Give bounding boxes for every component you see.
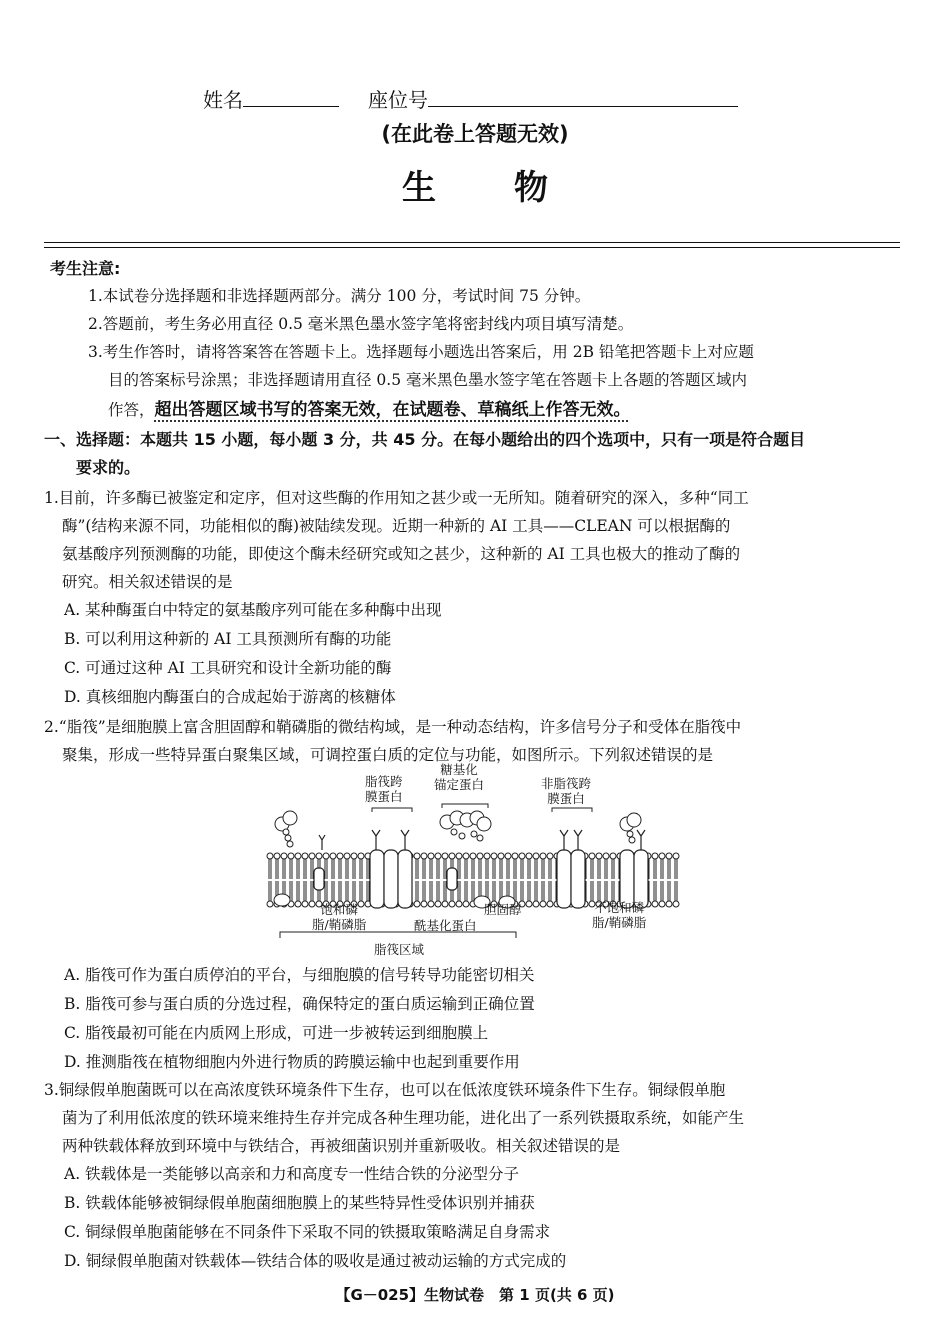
lipid-head xyxy=(351,853,357,859)
invalid-note: (在此卷上答题无效) xyxy=(381,122,569,146)
lipid-head xyxy=(442,853,448,859)
notice-item: 2.答题前，考生务必用直径 0.5 毫米黑色墨水签字笔将密封线内项目填写清楚。 xyxy=(88,315,634,333)
q3-option-b: B. 铁载体能够被铜绿假单胞菌细胞膜上的某些特异性受体识别并捕获 xyxy=(64,1194,535,1212)
lipid-tail xyxy=(430,859,432,879)
lipid-head xyxy=(603,853,609,859)
lipid-head xyxy=(519,853,525,859)
label-raft-transmembrane: 脂筏跨 膜蛋白 xyxy=(365,774,403,804)
lipid-head xyxy=(323,853,329,859)
q1-option-a: A. 某种酶蛋白中特定的氨基酸序列可能在多种酶中出现 xyxy=(64,601,442,619)
lipid-tail xyxy=(269,859,271,879)
lipid-tail xyxy=(332,859,334,879)
lipid-tail xyxy=(479,859,481,879)
lipid-tail xyxy=(353,881,355,901)
lipid-head xyxy=(610,853,616,859)
lipid-tail xyxy=(276,859,278,879)
q1-stem-line: 氨基酸序列预测酶的功能，即使这个酶未经研究或知之甚少，这种新的 AI 工具也极大的推动了酶的 xyxy=(62,545,741,563)
lipid-tail xyxy=(668,881,670,901)
lipid-head xyxy=(316,853,322,859)
q2-option-d: D. 推测脂筏在植物细胞内外进行物质的跨膜运输中也起到重要作用 xyxy=(64,1053,520,1071)
lipid-tail xyxy=(311,881,313,901)
lipid-head xyxy=(295,901,301,907)
lipid-head xyxy=(337,853,343,859)
lipid-head xyxy=(267,853,273,859)
lipid-head xyxy=(344,853,350,859)
lipid-head xyxy=(414,901,420,907)
q2-option-b: B. 脂筏可参与蛋白质的分选过程，确保特定的蛋白质运输到正确位置 xyxy=(64,995,535,1013)
label-raft-region: 脂筏区域 xyxy=(374,942,425,957)
lipid-tail xyxy=(514,859,516,879)
name-field xyxy=(203,84,339,113)
lipid-tail xyxy=(423,859,425,879)
lipid-tail xyxy=(542,859,544,879)
lipid-head xyxy=(295,853,301,859)
lipid-tail xyxy=(339,881,341,901)
lipid-tail xyxy=(612,881,614,901)
membrane-diagram xyxy=(262,772,692,962)
lipid-tail xyxy=(458,881,460,901)
lipid-tail xyxy=(437,859,439,879)
lipid-tail xyxy=(493,881,495,901)
name-blank xyxy=(243,88,339,107)
notice-item: 3.考生作答时，请将答案答在答题卡上。选择题每小题选出答案后，用 2B 铅笔把答题卡上对应题 xyxy=(88,343,754,361)
q3-stem-line: 3.铜绿假单胞菌既可以在高浓度铁环境条件下生存，也可以在低浓度铁环境条件下生存。铜绿假单胞 xyxy=(44,1081,726,1099)
lipid-tail xyxy=(661,859,663,879)
seat-field xyxy=(368,84,738,113)
lipid-head xyxy=(421,901,427,907)
lipid-tail xyxy=(353,859,355,879)
lipid-tail xyxy=(500,859,502,879)
lipid-head xyxy=(435,901,441,907)
lipid-head xyxy=(456,853,462,859)
lipid-head xyxy=(547,853,553,859)
lipid-head xyxy=(484,853,490,859)
bilayer-top-heads xyxy=(267,853,679,879)
lipid-tail xyxy=(472,859,474,879)
lipid-tail xyxy=(458,859,460,879)
section-heading-cont: 要求的。 xyxy=(76,458,141,477)
lipid-head xyxy=(512,853,518,859)
lipid-head xyxy=(505,853,511,859)
lipid-head xyxy=(540,853,546,859)
header-rule-bottom xyxy=(44,247,900,248)
lipid-head xyxy=(288,853,294,859)
lipid-tail xyxy=(605,881,607,901)
lipid-head xyxy=(274,853,280,859)
q3-option-a: A. 铁载体是一类能够以高亲和力和高度专一性结合铁的分泌型分子 xyxy=(64,1165,520,1183)
notice-item-last xyxy=(108,396,631,424)
lipid-tail xyxy=(472,881,474,901)
q1-option-d: D. 真核细胞内酶蛋白的合成起始于游离的核糖体 xyxy=(64,688,396,706)
lipid-tail xyxy=(325,881,327,901)
name-label: 姓名 xyxy=(203,88,243,112)
notice-heading: 考生注意: xyxy=(50,259,121,278)
lipid-tail xyxy=(311,859,313,879)
lipid-tail xyxy=(283,859,285,879)
lipid-head xyxy=(526,853,532,859)
q2-option-c: C. 脂筏最初可能在内质网上形成，可进一步被转运到细胞膜上 xyxy=(64,1024,489,1042)
lipid-tail xyxy=(297,859,299,879)
lipid-tail xyxy=(535,859,537,879)
subject-title: 生物 xyxy=(402,168,626,208)
lipid-tail xyxy=(416,859,418,879)
label-cholesterol: 胆固醇 xyxy=(484,902,522,917)
lipid-head xyxy=(477,853,483,859)
lipid-raft-figure xyxy=(262,762,692,962)
q1-stem-line: 1.目前，许多酶已被鉴定和定序，但对这些酶的作用知之甚少或一无所知。随着研究的深入，多种“同工 xyxy=(44,489,749,507)
lipid-head xyxy=(533,901,539,907)
seat-blank xyxy=(428,88,738,107)
label-saturated-lipid: 饱和磷 脂/鞘磷脂 xyxy=(312,902,367,932)
lipid-head xyxy=(442,901,448,907)
lipid-tail xyxy=(430,881,432,901)
q1-option-b: B. 可以利用这种新的 AI 工具预测所有酶的功能 xyxy=(64,630,392,648)
lipid-tail xyxy=(654,859,656,879)
lipid-head xyxy=(463,901,469,907)
q1-stem-line: 研究。相关叙述错误的是 xyxy=(62,573,233,591)
notice-emphasis: 超出答题区域书写的答案无效，在试题卷、草稿纸上作答无效。 xyxy=(154,400,631,420)
lipid-tail xyxy=(528,881,530,901)
lipid-head xyxy=(267,901,273,907)
q3-stem-line: 两种铁载体释放到环境中与铁结合，再被细菌识别并重新吸收。相关叙述错误的是 xyxy=(62,1137,621,1155)
lipid-tail xyxy=(339,859,341,879)
notice-item: 目的答案标号涂黑；非选择题请用直径 0.5 毫米黑色墨水签字笔在答题卡上各题的答题区域内 xyxy=(108,371,748,389)
lipid-tail xyxy=(290,859,292,879)
lipid-head xyxy=(302,853,308,859)
lipid-head xyxy=(330,853,336,859)
lipid-tail xyxy=(514,881,516,901)
lipid-tail xyxy=(521,881,523,901)
glycan-chains xyxy=(275,811,641,847)
lipid-head xyxy=(421,853,427,859)
lipid-tail xyxy=(591,859,593,879)
lipid-tail xyxy=(437,881,439,901)
lipid-head xyxy=(498,853,504,859)
lipid-tail xyxy=(269,881,271,901)
label-unsaturated-lipid: 不饱和磷 脂/鞘磷脂 xyxy=(592,900,647,930)
lipid-tail xyxy=(346,881,348,901)
lipid-tail xyxy=(521,859,523,879)
q2-stem-line: 聚集，形成一些特异蛋白聚集区域，可调控蛋白质的定位与功能，如图所示。下列叙述错误的是 xyxy=(62,746,714,764)
lipid-tail xyxy=(360,859,362,879)
q3-option-c: C. 铜绿假单胞菌能够在不同条件下采取不同的铁摄取策略满足自身需求 xyxy=(64,1223,551,1241)
lipid-tail xyxy=(675,881,677,901)
lipid-tail xyxy=(325,859,327,879)
lipid-head xyxy=(435,853,441,859)
label-acylated-protein: 酰基化蛋白 xyxy=(414,918,477,933)
lipid-head xyxy=(540,901,546,907)
lipid-head xyxy=(673,853,679,859)
q3-stem-line: 菌为了利用低浓度的铁环境来维持生存并完成各种生理功能，进化出了一系列铁摄取系统，如能产生 xyxy=(62,1109,745,1127)
lipid-tail xyxy=(304,859,306,879)
q3-option-d: D. 铜绿假单胞菌对铁载体—铁结合体的吸收是通过被动运输的方式完成的 xyxy=(64,1252,567,1270)
lipid-tail xyxy=(465,881,467,901)
lipid-tail xyxy=(486,859,488,879)
lipid-head xyxy=(428,853,434,859)
seat-label: 座位号 xyxy=(368,88,428,112)
q1-option-c: C. 可通过这种 AI 工具研究和设计全新功能的酶 xyxy=(64,659,392,677)
header-rule-top xyxy=(44,242,900,243)
lipid-tail xyxy=(605,859,607,879)
lipid-tail xyxy=(416,881,418,901)
lipid-head xyxy=(673,901,679,907)
lipid-head xyxy=(533,853,539,859)
lipid-head xyxy=(414,853,420,859)
lipid-head xyxy=(449,901,455,907)
lipid-tail xyxy=(542,881,544,901)
lipid-tail xyxy=(493,859,495,879)
lipid-tail xyxy=(444,881,446,901)
lipid-head xyxy=(470,853,476,859)
lipid-head xyxy=(491,853,497,859)
page-footer: 【G－025】生物试卷 第 1 页(共 6 页) xyxy=(335,1286,615,1304)
lipid-tail xyxy=(290,881,292,901)
lipid-head xyxy=(596,853,602,859)
lipid-head xyxy=(309,853,315,859)
lipid-tail xyxy=(332,881,334,901)
lipid-tail xyxy=(423,881,425,901)
q2-stem-line: 2.“脂筏”是细胞膜上富含胆固醇和鞘磷脂的微结构域，是一种动态结构，许多信号分子和受体在脂筏中 xyxy=(44,718,742,736)
lipid-tail xyxy=(598,859,600,879)
lipid-head xyxy=(281,853,287,859)
lipid-head xyxy=(428,901,434,907)
lipid-tail xyxy=(367,881,369,901)
lipid-head xyxy=(302,901,308,907)
lipid-head xyxy=(666,901,672,907)
lipid-tail xyxy=(304,881,306,901)
section-heading: 一、选择题：本题共 15 小题，每小题 3 分，共 45 分。在每小题给出的四个选项中，只有一项是符合题目 xyxy=(44,430,806,449)
lipid-head xyxy=(652,853,658,859)
lipid-tail xyxy=(549,859,551,879)
label-gpi-anchored: 糖基化 锚定蛋白 xyxy=(434,762,485,792)
lipid-head xyxy=(666,853,672,859)
lipid-tail xyxy=(465,859,467,879)
lipid-head xyxy=(659,901,665,907)
lipid-tail xyxy=(549,881,551,901)
lipid-head xyxy=(526,901,532,907)
label-nonraft-transmembrane: 非脂筏跨 膜蛋白 xyxy=(541,776,592,806)
lipid-tail xyxy=(661,881,663,901)
notice-item-prefix: 作答， xyxy=(108,401,155,419)
lipid-tail xyxy=(507,859,509,879)
lipid-head xyxy=(652,901,658,907)
lipid-tail xyxy=(528,859,530,879)
q1-stem-line: 酶”(结构来源不同，功能相似的酶)被陆续发现。近期一种新的 AI 工具——CLEAN 可以根据酶的 xyxy=(62,517,731,535)
lipid-head xyxy=(449,853,455,859)
lipid-tail xyxy=(654,881,656,901)
lipid-head xyxy=(463,853,469,859)
lipid-tail xyxy=(360,881,362,901)
lipid-head xyxy=(456,901,462,907)
lipid-tail xyxy=(612,859,614,879)
lipid-tail xyxy=(675,859,677,879)
lipid-tail xyxy=(535,881,537,901)
lipid-tail xyxy=(297,881,299,901)
lipid-tail xyxy=(367,859,369,879)
lipid-tail xyxy=(346,859,348,879)
notice-item: 1.本试卷分选择题和非选择题两部分。满分 100 分，考试时间 75 分钟。 xyxy=(88,287,591,305)
lipid-head xyxy=(358,853,364,859)
lipid-tail xyxy=(598,881,600,901)
lipid-head xyxy=(659,853,665,859)
lipid-tail xyxy=(444,859,446,879)
lipid-tail xyxy=(668,859,670,879)
lipid-tail xyxy=(591,881,593,901)
q2-option-a: A. 脂筏可作为蛋白质停泊的平台，与细胞膜的信号转导功能密切相关 xyxy=(64,966,535,984)
lipid-head xyxy=(589,853,595,859)
lipid-head xyxy=(547,901,553,907)
